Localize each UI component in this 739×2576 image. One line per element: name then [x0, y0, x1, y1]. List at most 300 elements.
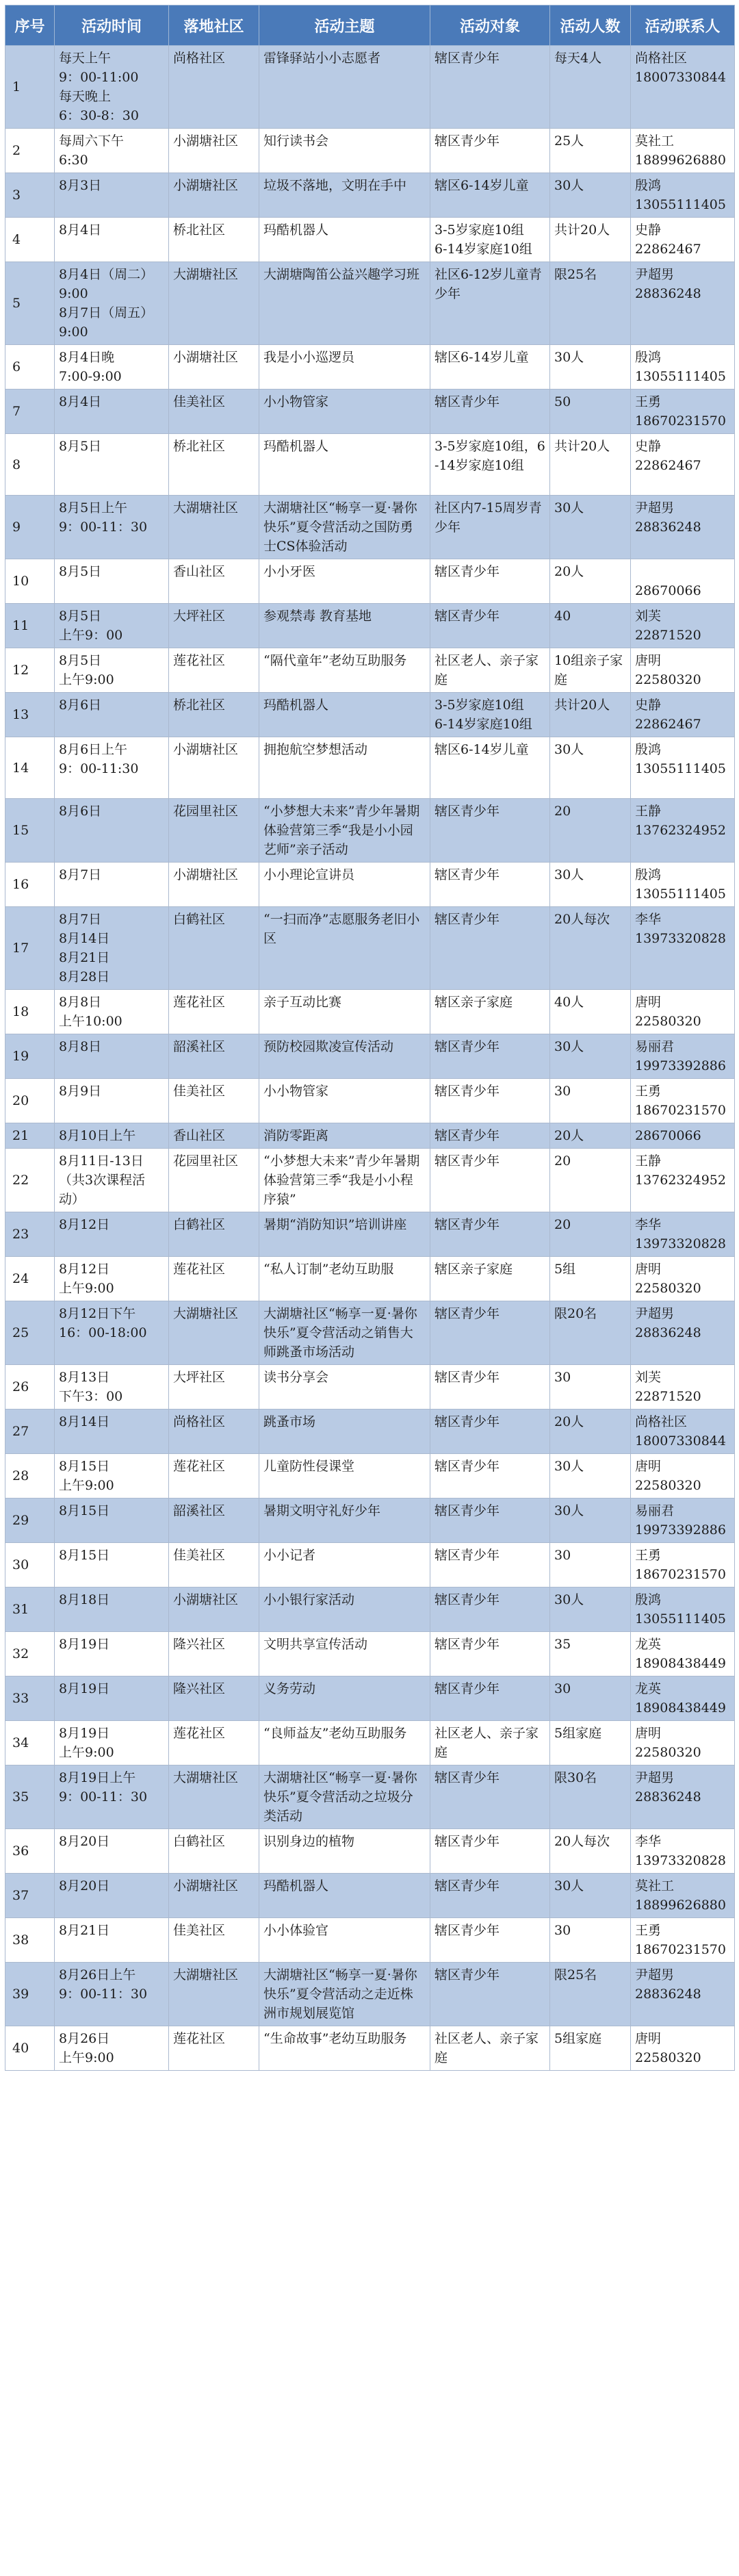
- row-contact: 莫社工 18899626880: [631, 129, 735, 173]
- row-contact: 尹超男 28836248: [631, 496, 735, 559]
- row-community: 莲花社区: [169, 2026, 259, 2071]
- row-index: 28: [5, 1454, 55, 1499]
- row-community: 小湖塘社区: [169, 173, 259, 218]
- row-time: 8月6日: [55, 799, 169, 863]
- row-index: 20: [5, 1079, 55, 1123]
- row-time: 8月7日: [55, 863, 169, 907]
- row-theme: 玛酷机器人: [259, 218, 430, 262]
- table-row: [5, 1765, 735, 1829]
- row-index: 30: [5, 1543, 55, 1587]
- row-audience: 社区老人、亲子家庭: [430, 648, 550, 693]
- row-theme: 预防校园欺凌宣传活动: [259, 1034, 430, 1079]
- row-index: 6: [5, 345, 55, 390]
- header-row: [5, 5, 735, 46]
- row-time: 8月4日: [55, 390, 169, 434]
- row-community: 隆兴社区: [169, 1632, 259, 1676]
- table-row: [5, 1587, 735, 1632]
- row-theme: 大湖塘社区“畅享一夏·暑你快乐”夏令营活动之垃圾分类活动: [259, 1765, 430, 1829]
- row-time: 8月3日: [55, 173, 169, 218]
- table-row: [5, 173, 735, 218]
- row-audience: 辖区青少年: [430, 1123, 550, 1149]
- row-community: 莲花社区: [169, 1454, 259, 1499]
- table-row: [5, 345, 735, 390]
- row-audience: 辖区青少年: [430, 1765, 550, 1829]
- row-theme: 暑期“消防知识”培训讲座: [259, 1212, 430, 1257]
- row-index: 19: [5, 1034, 55, 1079]
- row-index: 10: [5, 559, 55, 604]
- table-row: [5, 1721, 735, 1765]
- row-index: 2: [5, 129, 55, 173]
- row-community: 花园里社区: [169, 1149, 259, 1212]
- row-count: 限30名: [550, 1765, 631, 1829]
- row-audience: 辖区青少年: [430, 1587, 550, 1632]
- row-audience: 辖区青少年: [430, 1454, 550, 1499]
- row-community: 莲花社区: [169, 1721, 259, 1765]
- row-count: 20: [550, 1149, 631, 1212]
- row-community: 大湖塘社区: [169, 1301, 259, 1365]
- row-count: 20人: [550, 1123, 631, 1149]
- row-time: 每周六下午 6:30: [55, 129, 169, 173]
- row-contact: 28670066: [631, 559, 735, 604]
- table-row: [5, 1149, 735, 1212]
- row-count: 20人: [550, 1410, 631, 1454]
- header-audience: 活动对象: [430, 5, 550, 46]
- row-contact: 王勇 18670231570: [631, 1543, 735, 1587]
- row-contact: 刘芙 22871520: [631, 604, 735, 648]
- row-time: 8月7日 8月14日 8月21日 8月28日: [55, 907, 169, 990]
- row-community: 隆兴社区: [169, 1676, 259, 1721]
- row-time: 8月18日: [55, 1587, 169, 1632]
- row-index: 9: [5, 496, 55, 559]
- row-time: 8月6日: [55, 693, 169, 737]
- row-contact: 王静 13762324952: [631, 799, 735, 863]
- row-theme: 暑期文明守礼好少年: [259, 1499, 430, 1543]
- table-row: [5, 1123, 735, 1149]
- row-time: 8月15日 上午9:00: [55, 1454, 169, 1499]
- row-audience: 辖区青少年: [430, 907, 550, 990]
- table-row: [5, 1632, 735, 1676]
- row-count: 限20名: [550, 1301, 631, 1365]
- row-contact: 王勇 18670231570: [631, 390, 735, 434]
- row-community: 大坪社区: [169, 604, 259, 648]
- row-index: 1: [5, 46, 55, 129]
- row-contact: 唐明 22580320: [631, 1454, 735, 1499]
- row-community: 莲花社区: [169, 990, 259, 1034]
- row-contact: 28670066: [631, 1123, 735, 1149]
- row-index: 38: [5, 1918, 55, 1963]
- table-row: [5, 1410, 735, 1454]
- table-row: [5, 648, 735, 693]
- row-count: 30: [550, 1676, 631, 1721]
- row-theme: “小梦想大未来”青少年暑期体验营第三季“我是小小程序猿”: [259, 1149, 430, 1212]
- activity-table: [5, 5, 735, 2071]
- row-time: 8月12日下午 16：00-18:00: [55, 1301, 169, 1365]
- row-time: 8月6日上午 9：00-11:30: [55, 737, 169, 799]
- row-contact: 李华 13973320828: [631, 1829, 735, 1874]
- row-count: 30人: [550, 1587, 631, 1632]
- header-community: 落地社区: [169, 5, 259, 46]
- row-audience: 辖区6-14岁儿童: [430, 737, 550, 799]
- row-time: 8月13日 下午3：00: [55, 1365, 169, 1410]
- row-audience: 辖区青少年: [430, 129, 550, 173]
- row-audience: 辖区青少年: [430, 1034, 550, 1079]
- row-audience: 3-5岁家庭10组 6-14岁家庭10组: [430, 693, 550, 737]
- row-index: 24: [5, 1257, 55, 1301]
- row-time: 每天上午 9：00-11:00 每天晚上 6：30-8：30: [55, 46, 169, 129]
- row-time: 8月15日: [55, 1499, 169, 1543]
- row-contact: 龙英 18908438449: [631, 1676, 735, 1721]
- row-community: 小湖塘社区: [169, 345, 259, 390]
- row-time: 8月12日 上午9:00: [55, 1257, 169, 1301]
- table-row: [5, 1963, 735, 2026]
- row-count: 限25名: [550, 1963, 631, 2026]
- row-contact: 李华 13973320828: [631, 1212, 735, 1257]
- table-row: [5, 129, 735, 173]
- row-audience: 辖区青少年: [430, 1212, 550, 1257]
- activity-schedule: [5, 5, 734, 2071]
- row-audience: 辖区青少年: [430, 799, 550, 863]
- table-row: [5, 604, 735, 648]
- row-audience: 辖区青少年: [430, 1918, 550, 1963]
- row-community: 白鹤社区: [169, 1212, 259, 1257]
- row-index: 13: [5, 693, 55, 737]
- row-count: 20人每次: [550, 1829, 631, 1874]
- row-community: 桥北社区: [169, 218, 259, 262]
- row-time: 8月19日上午 9：00-11：30: [55, 1765, 169, 1829]
- row-contact: 史静 22862467: [631, 218, 735, 262]
- row-index: 26: [5, 1365, 55, 1410]
- row-index: 33: [5, 1676, 55, 1721]
- row-theme: 垃圾不落地，文明在手中: [259, 173, 430, 218]
- row-audience: 辖区青少年: [430, 1365, 550, 1410]
- row-theme: 玛酷机器人: [259, 693, 430, 737]
- row-count: 5组家庭: [550, 1721, 631, 1765]
- row-theme: 小小记者: [259, 1543, 430, 1587]
- row-index: 11: [5, 604, 55, 648]
- row-time: 8月10日上午: [55, 1123, 169, 1149]
- table-row: [5, 990, 735, 1034]
- row-index: 17: [5, 907, 55, 990]
- row-contact: 尹超男 28836248: [631, 262, 735, 345]
- row-community: 大湖塘社区: [169, 1963, 259, 2026]
- row-theme: “小梦想大未来”青少年暑期体验营第三季“我是小小园艺师”亲子活动: [259, 799, 430, 863]
- table-row: [5, 1829, 735, 1874]
- row-contact: 王勇 18670231570: [631, 1918, 735, 1963]
- row-audience: 辖区青少年: [430, 390, 550, 434]
- row-community: 大坪社区: [169, 1365, 259, 1410]
- row-audience: 社区老人、亲子家庭: [430, 1721, 550, 1765]
- row-community: 香山社区: [169, 559, 259, 604]
- row-index: 4: [5, 218, 55, 262]
- row-contact: 史静 22862467: [631, 693, 735, 737]
- row-audience: 辖区青少年: [430, 1676, 550, 1721]
- header-time: 活动时间: [55, 5, 169, 46]
- row-contact: 殷鸿 13055111405: [631, 737, 735, 799]
- row-contact: 殷鸿 13055111405: [631, 345, 735, 390]
- table-row: [5, 1543, 735, 1587]
- row-index: 12: [5, 648, 55, 693]
- row-audience: 辖区青少年: [430, 1632, 550, 1676]
- table-row: [5, 1365, 735, 1410]
- row-community: 佳美社区: [169, 390, 259, 434]
- table-row: [5, 496, 735, 559]
- table-row: [5, 1301, 735, 1365]
- row-index: 37: [5, 1874, 55, 1918]
- row-theme: 亲子互动比赛: [259, 990, 430, 1034]
- row-count: 30人: [550, 1454, 631, 1499]
- row-time: 8月21日: [55, 1918, 169, 1963]
- row-audience: 辖区6-14岁儿童: [430, 173, 550, 218]
- row-audience: 辖区亲子家庭: [430, 1257, 550, 1301]
- header-index: 序号: [5, 5, 55, 46]
- row-index: 34: [5, 1721, 55, 1765]
- row-index: 36: [5, 1829, 55, 1874]
- row-count: 25人: [550, 129, 631, 173]
- row-theme: 跳蚤市场: [259, 1410, 430, 1454]
- row-time: 8月5日: [55, 559, 169, 604]
- row-index: 29: [5, 1499, 55, 1543]
- row-community: 莲花社区: [169, 1257, 259, 1301]
- row-community: 香山社区: [169, 1123, 259, 1149]
- row-theme: 小小物管家: [259, 390, 430, 434]
- row-contact: 尹超男 28836248: [631, 1963, 735, 2026]
- row-community: 大湖塘社区: [169, 496, 259, 559]
- row-audience: 社区内7-15周岁青少年: [430, 496, 550, 559]
- row-theme: 知行读书会: [259, 129, 430, 173]
- row-theme: 玛酷机器人: [259, 1874, 430, 1918]
- row-audience: 社区6-12岁儿童青少年: [430, 262, 550, 345]
- table-row: [5, 262, 735, 345]
- row-theme: 玛酷机器人: [259, 434, 430, 496]
- row-community: 小湖塘社区: [169, 1587, 259, 1632]
- row-contact: 莫社工 18899626880: [631, 1874, 735, 1918]
- row-index: 23: [5, 1212, 55, 1257]
- row-theme: 读书分享会: [259, 1365, 430, 1410]
- row-theme: 拥抱航空梦想活动: [259, 737, 430, 799]
- row-contact: 尹超男 28836248: [631, 1301, 735, 1365]
- row-audience: 辖区青少年: [430, 1963, 550, 2026]
- row-count: 30人: [550, 173, 631, 218]
- row-community: 大湖塘社区: [169, 262, 259, 345]
- row-theme: 小小物管家: [259, 1079, 430, 1123]
- row-contact: 尚格社区 18007330844: [631, 46, 735, 129]
- row-index: 5: [5, 262, 55, 345]
- row-index: 35: [5, 1765, 55, 1829]
- row-audience: 辖区青少年: [430, 1079, 550, 1123]
- row-contact: 唐明 22580320: [631, 1721, 735, 1765]
- row-contact: 唐明 22580320: [631, 990, 735, 1034]
- row-audience: 辖区青少年: [430, 604, 550, 648]
- row-count: 30人: [550, 737, 631, 799]
- table-row: [5, 1079, 735, 1123]
- row-community: 莲花社区: [169, 648, 259, 693]
- row-contact: 史静 22862467: [631, 434, 735, 496]
- row-theme: 大湖塘陶笛公益兴趣学习班: [259, 262, 430, 345]
- row-index: 31: [5, 1587, 55, 1632]
- row-community: 佳美社区: [169, 1543, 259, 1587]
- table-row: [5, 1212, 735, 1257]
- row-count: 共计20人: [550, 218, 631, 262]
- row-time: 8月20日: [55, 1829, 169, 1874]
- row-contact: 尚格社区 18007330844: [631, 1410, 735, 1454]
- row-count: 30人: [550, 863, 631, 907]
- table-row: [5, 799, 735, 863]
- row-time: 8月19日: [55, 1676, 169, 1721]
- row-contact: 殷鸿 13055111405: [631, 1587, 735, 1632]
- row-theme: 大湖塘社区“畅享一夏·暑你快乐”夏令营活动之国防勇士CS体验活动: [259, 496, 430, 559]
- row-theme: “良师益友”老幼互助服务: [259, 1721, 430, 1765]
- row-count: 30人: [550, 1034, 631, 1079]
- row-audience: 社区老人、亲子家庭: [430, 2026, 550, 2071]
- header-contact: 活动联系人: [631, 5, 735, 46]
- row-community: 尚格社区: [169, 1410, 259, 1454]
- row-community: 大湖塘社区: [169, 1765, 259, 1829]
- row-theme: 识别身边的植物: [259, 1829, 430, 1874]
- header-count: 活动人数: [550, 5, 631, 46]
- row-audience: 辖区6-14岁儿童: [430, 345, 550, 390]
- row-community: 桥北社区: [169, 693, 259, 737]
- row-time: 8月4日: [55, 218, 169, 262]
- row-count: 30: [550, 1918, 631, 1963]
- row-count: 30人: [550, 345, 631, 390]
- row-theme: 大湖塘社区“畅享一夏·暑你快乐”夏令营活动之销售大师跳蚤市场活动: [259, 1301, 430, 1365]
- row-audience: 辖区亲子家庭: [430, 990, 550, 1034]
- row-count: 共计20人: [550, 434, 631, 496]
- row-contact: 殷鸿 13055111405: [631, 863, 735, 907]
- row-time: 8月14日: [55, 1410, 169, 1454]
- table-row: [5, 390, 735, 434]
- row-count: 10组亲子家庭: [550, 648, 631, 693]
- table-row: [5, 1499, 735, 1543]
- row-count: 30人: [550, 1499, 631, 1543]
- table-row: [5, 1676, 735, 1721]
- row-contact: 龙英 18908438449: [631, 1632, 735, 1676]
- row-audience: 辖区青少年: [430, 1301, 550, 1365]
- row-index: 32: [5, 1632, 55, 1676]
- row-index: 16: [5, 863, 55, 907]
- table-row: [5, 737, 735, 799]
- row-community: 花园里社区: [169, 799, 259, 863]
- row-time: 8月8日: [55, 1034, 169, 1079]
- row-time: 8月19日: [55, 1632, 169, 1676]
- row-theme: 消防零距离: [259, 1123, 430, 1149]
- row-time: 8月5日上午 9：00-11：30: [55, 496, 169, 559]
- row-theme: 小小体验官: [259, 1918, 430, 1963]
- row-theme: 大湖塘社区“畅享一夏·暑你快乐”夏令营活动之走近株洲市规划展览馆: [259, 1963, 430, 2026]
- row-count: 每天4人: [550, 46, 631, 129]
- row-audience: 辖区青少年: [430, 46, 550, 129]
- row-count: 30: [550, 1365, 631, 1410]
- row-community: 小湖塘社区: [169, 737, 259, 799]
- table-row: [5, 559, 735, 604]
- row-theme: 义务劳动: [259, 1676, 430, 1721]
- row-count: 50: [550, 390, 631, 434]
- row-count: 30人: [550, 1874, 631, 1918]
- row-contact: 王勇 18670231570: [631, 1079, 735, 1123]
- row-count: 30: [550, 1079, 631, 1123]
- row-count: 20: [550, 1212, 631, 1257]
- row-index: 3: [5, 173, 55, 218]
- header-theme: 活动主题: [259, 5, 430, 46]
- row-time: 8月5日: [55, 434, 169, 496]
- row-time: 8月19日 上午9:00: [55, 1721, 169, 1765]
- row-count: 5组: [550, 1257, 631, 1301]
- row-contact: 唐明 22580320: [631, 648, 735, 693]
- row-count: 40人: [550, 990, 631, 1034]
- row-community: 桥北社区: [169, 434, 259, 496]
- row-index: 8: [5, 434, 55, 496]
- row-contact: 唐明 22580320: [631, 1257, 735, 1301]
- row-time: 8月8日 上午10:00: [55, 990, 169, 1034]
- row-time: 8月15日: [55, 1543, 169, 1587]
- table-row: [5, 907, 735, 990]
- row-time: 8月20日: [55, 1874, 169, 1918]
- row-count: 30人: [550, 496, 631, 559]
- row-time: 8月9日: [55, 1079, 169, 1123]
- row-theme: 我是小小巡逻员: [259, 345, 430, 390]
- table-row: [5, 863, 735, 907]
- table-body: [5, 46, 735, 2071]
- row-audience: 辖区青少年: [430, 1874, 550, 1918]
- row-contact: 王静 13762324952: [631, 1149, 735, 1212]
- row-count: 共计20人: [550, 693, 631, 737]
- row-count: 20人每次: [550, 907, 631, 990]
- row-index: 22: [5, 1149, 55, 1212]
- row-audience: 辖区青少年: [430, 1410, 550, 1454]
- row-count: 限25名: [550, 262, 631, 345]
- row-contact: 易丽君 19973392886: [631, 1499, 735, 1543]
- table-row: [5, 218, 735, 262]
- table-row: [5, 2026, 735, 2071]
- row-index: 25: [5, 1301, 55, 1365]
- row-community: 白鹤社区: [169, 1829, 259, 1874]
- row-audience: 3-5岁家庭10组 6-14岁家庭10组: [430, 218, 550, 262]
- row-index: 21: [5, 1123, 55, 1149]
- row-contact: 唐明 22580320: [631, 2026, 735, 2071]
- table-row: [5, 1918, 735, 1963]
- table-row: [5, 434, 735, 496]
- row-theme: 小小理论宣讲员: [259, 863, 430, 907]
- row-audience: 3-5岁家庭10组，6-14岁家庭10组: [430, 434, 550, 496]
- row-index: 15: [5, 799, 55, 863]
- row-index: 7: [5, 390, 55, 434]
- row-audience: 辖区青少年: [430, 1829, 550, 1874]
- row-count: 40: [550, 604, 631, 648]
- row-community: 小湖塘社区: [169, 129, 259, 173]
- row-count: 35: [550, 1632, 631, 1676]
- row-theme: 小小牙医: [259, 559, 430, 604]
- row-time: 8月4日（周二）9:00 8月7日（周五）9:00: [55, 262, 169, 345]
- row-count: 20: [550, 799, 631, 863]
- row-time: 8月4日晚 7:00-9:00: [55, 345, 169, 390]
- table-row: [5, 1257, 735, 1301]
- row-community: 白鹤社区: [169, 907, 259, 990]
- row-theme: 儿童防性侵课堂: [259, 1454, 430, 1499]
- row-audience: 辖区青少年: [430, 1149, 550, 1212]
- row-count: 20人: [550, 559, 631, 604]
- row-theme: 参观禁毒 教育基地: [259, 604, 430, 648]
- row-time: 8月12日: [55, 1212, 169, 1257]
- table-row: [5, 46, 735, 129]
- row-time: 8月5日 上午9：00: [55, 604, 169, 648]
- row-community: 小湖塘社区: [169, 863, 259, 907]
- row-audience: 辖区青少年: [430, 1499, 550, 1543]
- row-contact: 刘芙 22871520: [631, 1365, 735, 1410]
- row-contact: 殷鸿 13055111405: [631, 173, 735, 218]
- row-theme: “私人订制”老幼互助服: [259, 1257, 430, 1301]
- table-row: [5, 1874, 735, 1918]
- row-contact: 李华 13973320828: [631, 907, 735, 990]
